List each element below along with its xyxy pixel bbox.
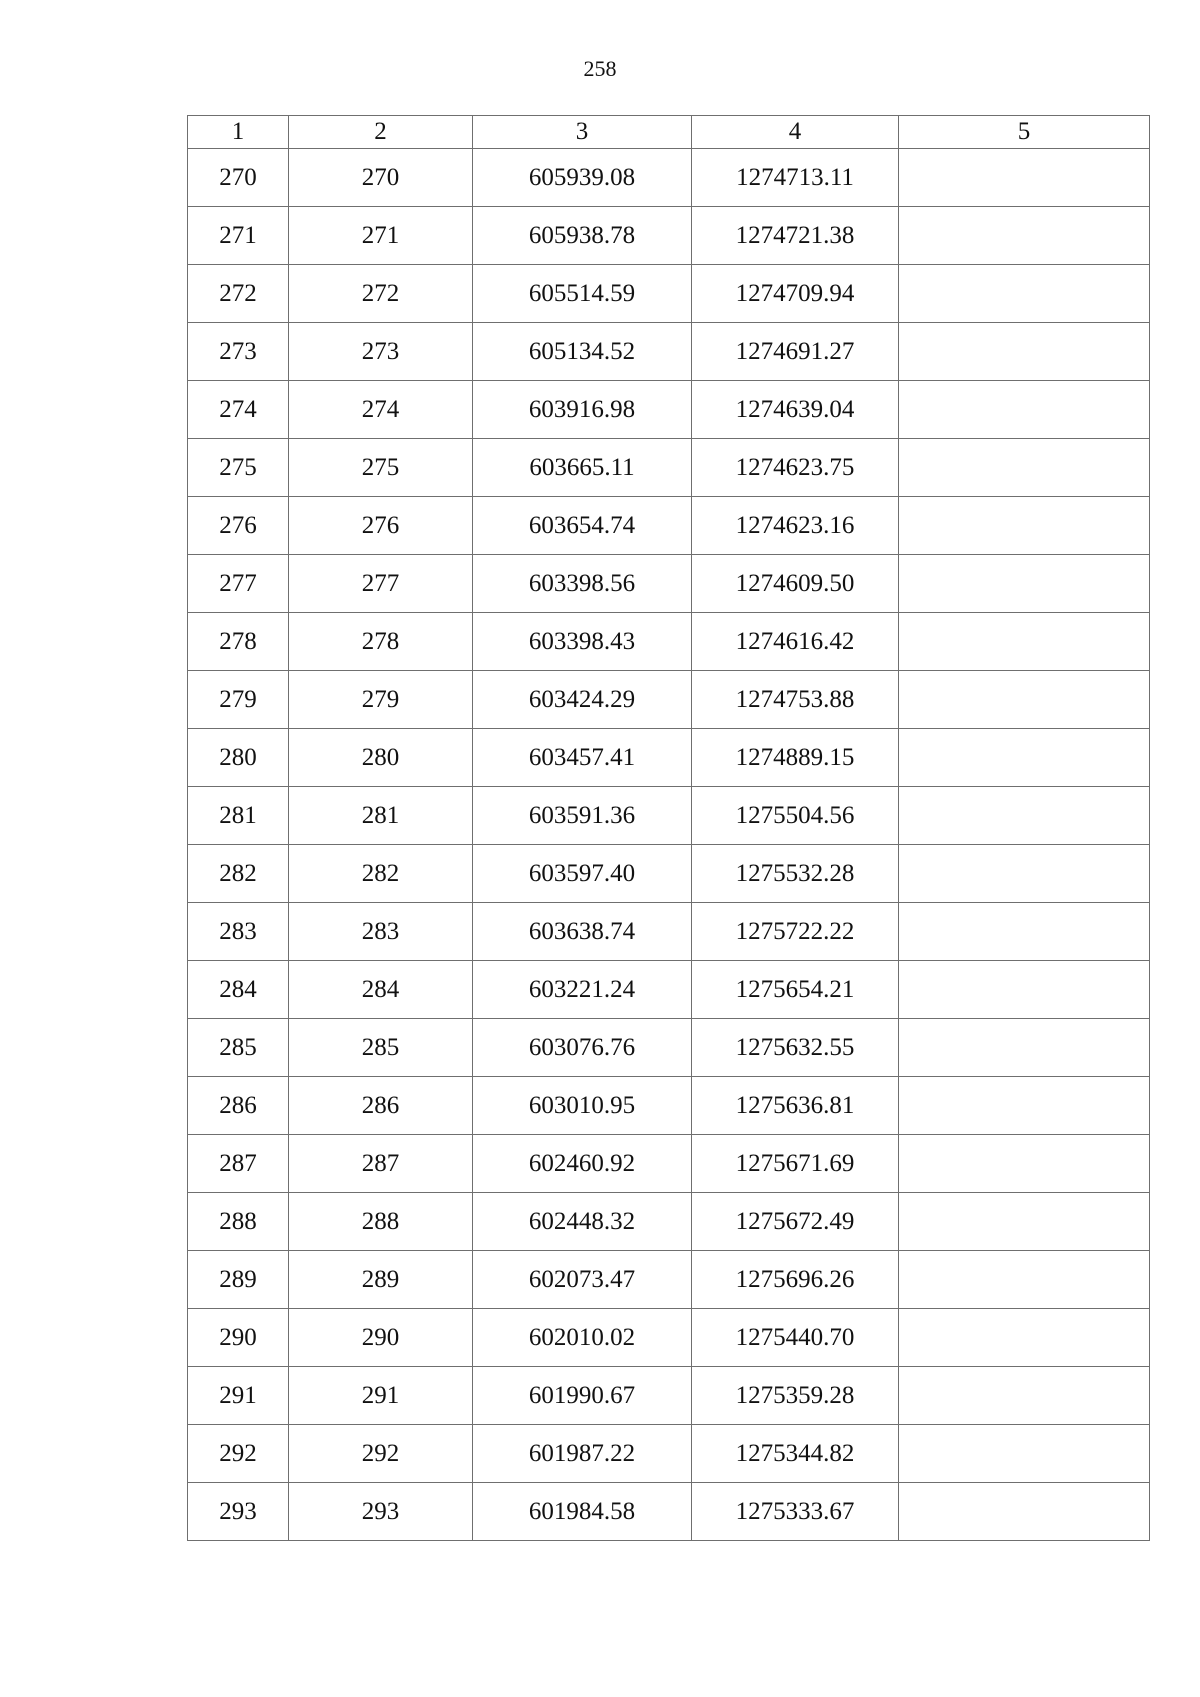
table-cell-col-3: 603591.36 xyxy=(473,787,692,845)
table-cell-col-3: 602010.02 xyxy=(473,1309,692,1367)
table-cell-col-4: 1275504.56 xyxy=(692,787,899,845)
table-row xyxy=(188,1367,1150,1425)
table-cell-col-5 xyxy=(899,903,1150,961)
table-cell-col-2: 280 xyxy=(289,729,473,787)
table-row xyxy=(188,149,1150,207)
table-cell-col-5 xyxy=(899,207,1150,265)
table-cell-col-2: 289 xyxy=(289,1251,473,1309)
table-cell-col-5 xyxy=(899,1367,1150,1425)
table-cell-col-2: 273 xyxy=(289,323,473,381)
table-cell-col-1: 293 xyxy=(188,1483,289,1541)
table-cell-col-2: 270 xyxy=(289,149,473,207)
table-cell-col-4: 1274721.38 xyxy=(692,207,899,265)
table-cell-col-5 xyxy=(899,439,1150,497)
table-cell-col-3: 602448.32 xyxy=(473,1193,692,1251)
table-cell-col-2: 293 xyxy=(289,1483,473,1541)
table-row xyxy=(188,961,1150,1019)
header-row xyxy=(188,116,1150,149)
table-row xyxy=(188,903,1150,961)
table-cell-col-5 xyxy=(899,671,1150,729)
column-header-5: 5 xyxy=(899,116,1150,149)
table-cell-col-5 xyxy=(899,613,1150,671)
table-cell-col-5 xyxy=(899,497,1150,555)
table-cell-col-4: 1275636.81 xyxy=(692,1077,899,1135)
table-cell-col-1: 287 xyxy=(188,1135,289,1193)
column-header-3: 3 xyxy=(473,116,692,149)
table-row xyxy=(188,845,1150,903)
table-cell-col-3: 603076.76 xyxy=(473,1019,692,1077)
table-cell-col-2: 281 xyxy=(289,787,473,845)
table-header xyxy=(188,116,1150,149)
table-cell-col-2: 292 xyxy=(289,1425,473,1483)
table-cell-col-5 xyxy=(899,961,1150,1019)
table-row xyxy=(188,1019,1150,1077)
table-row xyxy=(188,671,1150,729)
table-cell-col-3: 605514.59 xyxy=(473,265,692,323)
table-cell-col-3: 601984.58 xyxy=(473,1483,692,1541)
table-cell-col-1: 276 xyxy=(188,497,289,555)
table-cell-col-1: 272 xyxy=(188,265,289,323)
table-cell-col-5 xyxy=(899,1483,1150,1541)
table-cell-col-4: 1274609.50 xyxy=(692,555,899,613)
table-cell-col-3: 603665.11 xyxy=(473,439,692,497)
table-cell-col-5 xyxy=(899,265,1150,323)
table-cell-col-5 xyxy=(899,381,1150,439)
table-cell-col-2: 288 xyxy=(289,1193,473,1251)
table-cell-col-1: 289 xyxy=(188,1251,289,1309)
table-cell-col-4: 1274753.88 xyxy=(692,671,899,729)
table-cell-col-3: 603597.40 xyxy=(473,845,692,903)
table-cell-col-3: 603424.29 xyxy=(473,671,692,729)
table-row xyxy=(188,729,1150,787)
table-cell-col-1: 291 xyxy=(188,1367,289,1425)
table-cell-col-4: 1275359.28 xyxy=(692,1367,899,1425)
table-cell-col-4: 1274616.42 xyxy=(692,613,899,671)
table-cell-col-2: 290 xyxy=(289,1309,473,1367)
table-row xyxy=(188,439,1150,497)
table-cell-col-2: 279 xyxy=(289,671,473,729)
table-cell-col-1: 274 xyxy=(188,381,289,439)
table-cell-col-1: 288 xyxy=(188,1193,289,1251)
table-row xyxy=(188,1251,1150,1309)
table-row xyxy=(188,1077,1150,1135)
table-cell-col-3: 605134.52 xyxy=(473,323,692,381)
coordinates-table xyxy=(187,115,1150,1541)
table-row xyxy=(188,265,1150,323)
table-cell-col-3: 602073.47 xyxy=(473,1251,692,1309)
table-cell-col-1: 270 xyxy=(188,149,289,207)
table-cell-col-4: 1275440.70 xyxy=(692,1309,899,1367)
table-cell-col-5 xyxy=(899,555,1150,613)
table-cell-col-4: 1275672.49 xyxy=(692,1193,899,1251)
table-cell-col-1: 277 xyxy=(188,555,289,613)
table-row xyxy=(188,1425,1150,1483)
table-cell-col-2: 282 xyxy=(289,845,473,903)
table-cell-col-2: 287 xyxy=(289,1135,473,1193)
column-header-1: 1 xyxy=(188,116,289,149)
table-cell-col-2: 278 xyxy=(289,613,473,671)
table-cell-col-4: 1275344.82 xyxy=(692,1425,899,1483)
table-cell-col-4: 1275532.28 xyxy=(692,845,899,903)
table-cell-col-5 xyxy=(899,1425,1150,1483)
table-cell-col-1: 278 xyxy=(188,613,289,671)
table-cell-col-3: 603398.43 xyxy=(473,613,692,671)
table-cell-col-2: 274 xyxy=(289,381,473,439)
table-cell-col-1: 290 xyxy=(188,1309,289,1367)
table-row xyxy=(188,381,1150,439)
table-cell-col-3: 601990.67 xyxy=(473,1367,692,1425)
table-cell-col-5 xyxy=(899,149,1150,207)
table-cell-col-4: 1275632.55 xyxy=(692,1019,899,1077)
table-cell-col-3: 603221.24 xyxy=(473,961,692,1019)
table-cell-col-5 xyxy=(899,729,1150,787)
table-cell-col-1: 279 xyxy=(188,671,289,729)
table-cell-col-4: 1274691.27 xyxy=(692,323,899,381)
table-cell-col-5 xyxy=(899,845,1150,903)
table-row xyxy=(188,497,1150,555)
table-cell-col-3: 603010.95 xyxy=(473,1077,692,1135)
table-cell-col-2: 283 xyxy=(289,903,473,961)
table-row xyxy=(188,613,1150,671)
table-cell-col-4: 1274639.04 xyxy=(692,381,899,439)
table-row xyxy=(188,323,1150,381)
table-cell-col-4: 1274623.16 xyxy=(692,497,899,555)
table-row xyxy=(188,1309,1150,1367)
table-cell-col-5 xyxy=(899,1135,1150,1193)
table-cell-col-3: 605939.08 xyxy=(473,149,692,207)
table-cell-col-1: 284 xyxy=(188,961,289,1019)
table-cell-col-1: 286 xyxy=(188,1077,289,1135)
table-row xyxy=(188,1483,1150,1541)
table-cell-col-5 xyxy=(899,787,1150,845)
table-cell-col-2: 277 xyxy=(289,555,473,613)
page-number: 258 xyxy=(583,56,617,81)
table-cell-col-1: 281 xyxy=(188,787,289,845)
table-cell-col-2: 271 xyxy=(289,207,473,265)
table-cell-col-4: 1274709.94 xyxy=(692,265,899,323)
table-cell-col-3: 603916.98 xyxy=(473,381,692,439)
table-cell-col-2: 284 xyxy=(289,961,473,1019)
table-cell-col-5 xyxy=(899,1193,1150,1251)
table-cell-col-1: 285 xyxy=(188,1019,289,1077)
table-cell-col-3: 603457.41 xyxy=(473,729,692,787)
table-cell-col-2: 275 xyxy=(289,439,473,497)
table-cell-col-5 xyxy=(899,1309,1150,1367)
table-cell-col-4: 1275696.26 xyxy=(692,1251,899,1309)
table-cell-col-3: 602460.92 xyxy=(473,1135,692,1193)
table-cell-col-3: 603398.56 xyxy=(473,555,692,613)
table-cell-col-2: 286 xyxy=(289,1077,473,1135)
table-cell-col-3: 603654.74 xyxy=(473,497,692,555)
table-cell-col-4: 1275671.69 xyxy=(692,1135,899,1193)
table-cell-col-1: 275 xyxy=(188,439,289,497)
table-cell-col-1: 273 xyxy=(188,323,289,381)
table-cell-col-4: 1275722.22 xyxy=(692,903,899,961)
table-cell-col-4: 1274889.15 xyxy=(692,729,899,787)
table-cell-col-5 xyxy=(899,1019,1150,1077)
table-row xyxy=(188,1135,1150,1193)
table-cell-col-4: 1275333.67 xyxy=(692,1483,899,1541)
table-cell-col-1: 271 xyxy=(188,207,289,265)
table-cell-col-4: 1275654.21 xyxy=(692,961,899,1019)
table-row xyxy=(188,787,1150,845)
table-cell-col-5 xyxy=(899,1251,1150,1309)
table-cell-col-3: 601987.22 xyxy=(473,1425,692,1483)
table-cell-col-5 xyxy=(899,323,1150,381)
table-row xyxy=(188,555,1150,613)
table-cell-col-3: 605938.78 xyxy=(473,207,692,265)
table-cell-col-1: 283 xyxy=(188,903,289,961)
table-cell-col-2: 285 xyxy=(289,1019,473,1077)
table-row xyxy=(188,207,1150,265)
table-cell-col-1: 292 xyxy=(188,1425,289,1483)
table-cell-col-4: 1274713.11 xyxy=(692,149,899,207)
table-cell-col-3: 603638.74 xyxy=(473,903,692,961)
table-cell-col-5 xyxy=(899,1077,1150,1135)
table-row xyxy=(188,1193,1150,1251)
table-cell-col-2: 291 xyxy=(289,1367,473,1425)
table-cell-col-1: 280 xyxy=(188,729,289,787)
table-body xyxy=(188,149,1150,1541)
column-header-4: 4 xyxy=(692,116,899,149)
table-cell-col-2: 272 xyxy=(289,265,473,323)
table-cell-col-1: 282 xyxy=(188,845,289,903)
table-cell-col-4: 1274623.75 xyxy=(692,439,899,497)
column-header-2: 2 xyxy=(289,116,473,149)
table-cell-col-2: 276 xyxy=(289,497,473,555)
